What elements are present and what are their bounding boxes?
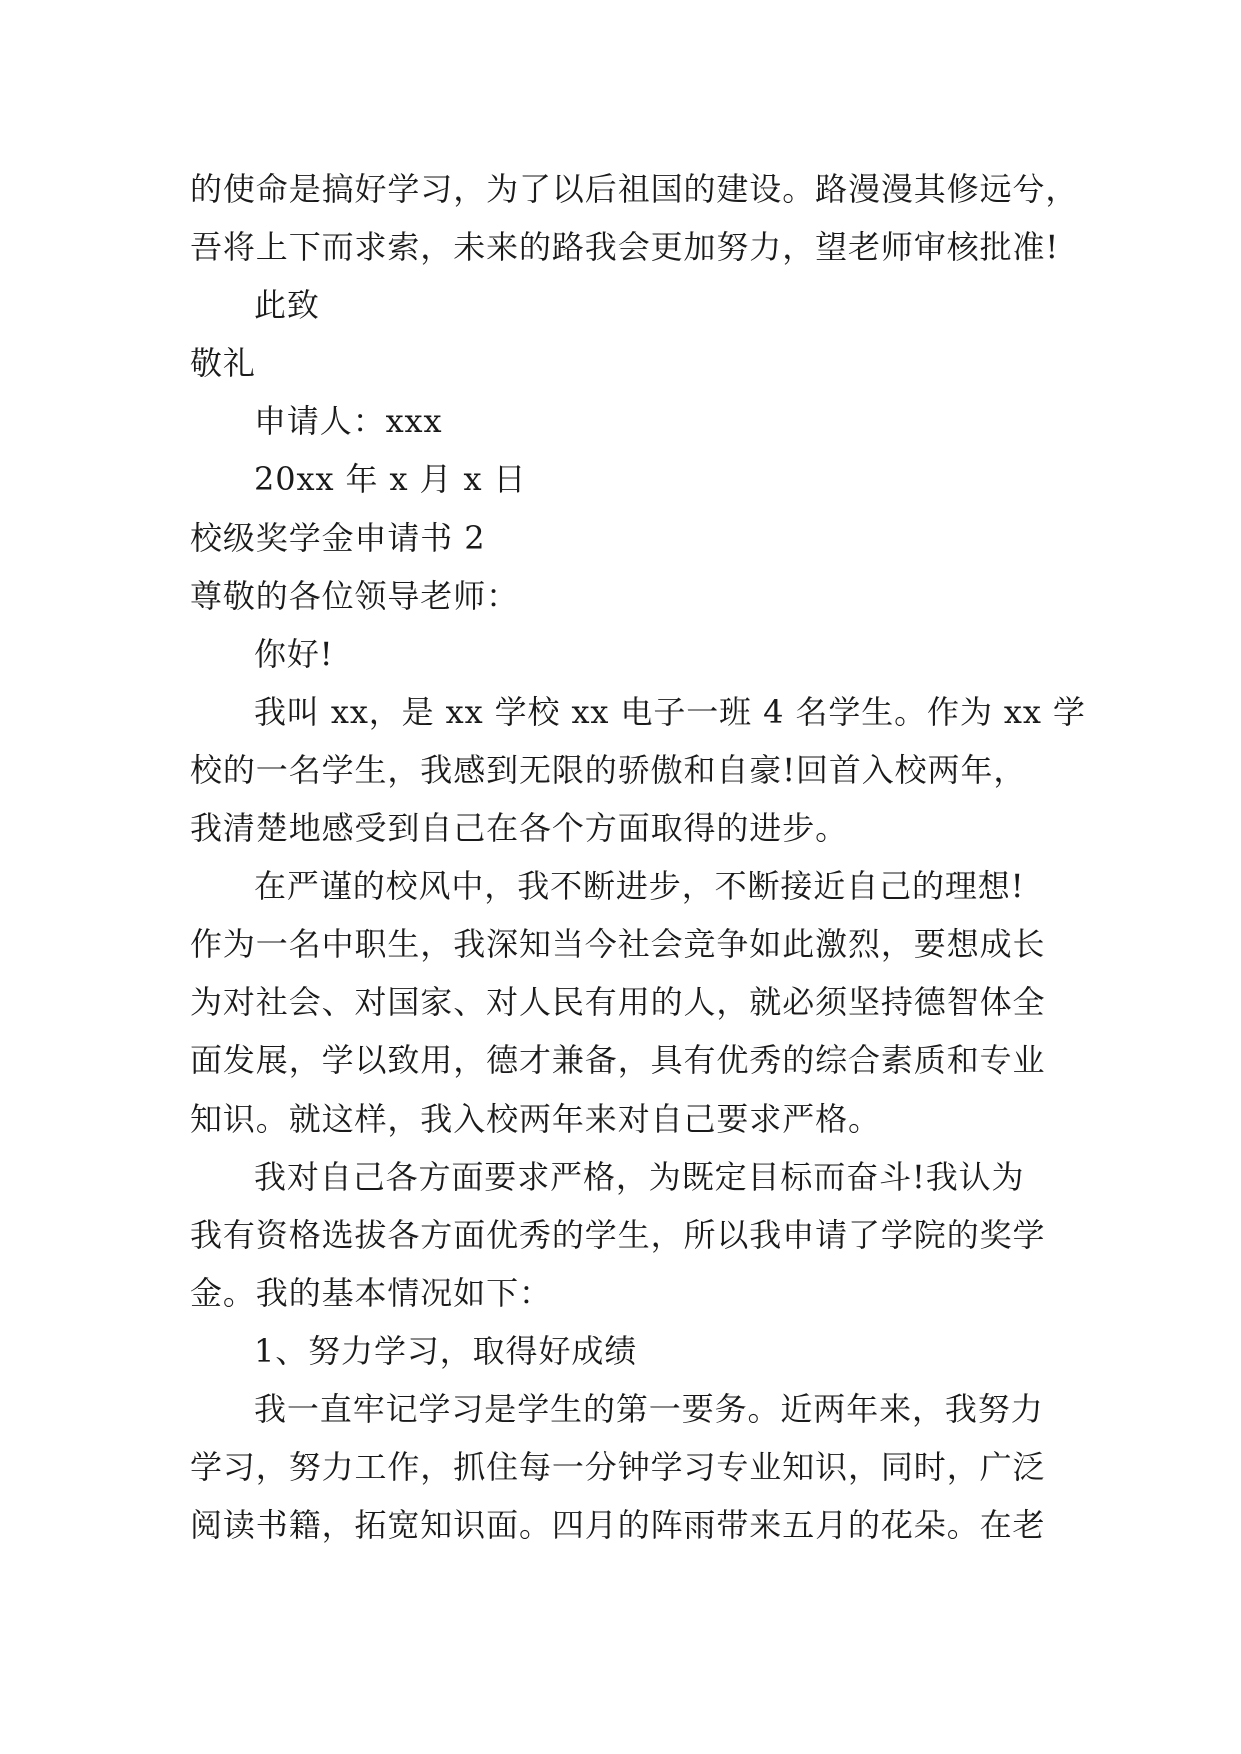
text-line: 的使命是搞好学习，为了以后祖国的建设。路漫漫其修远兮， <box>190 170 1079 208</box>
text-line: 面发展，学以致用，德才兼备，具有优秀的综合素质和专业 <box>190 1041 1046 1080</box>
text-line: 为对社会、对国家、对人民有用的人，就必须坚持德智体全 <box>190 983 1046 1022</box>
text-line: 敬礼 <box>190 344 256 383</box>
text-line: 金。我的基本情况如下： <box>190 1273 552 1312</box>
text-line: 在严谨的校风中，我不断进步，不断接近自己的理想! <box>254 867 1025 906</box>
text-line: 校的一名学生，我感到无限的骄傲和自豪!回首入校两年， <box>190 750 1027 789</box>
text-line: 我对自己各方面要求严格，为既定目标而奋斗!我认为 <box>254 1157 1025 1196</box>
text-line: 申请人：xxx <box>254 402 443 441</box>
text-line: 阅读书籍，拓宽知识面。四月的阵雨带来五月的花朵。在老 <box>190 1506 1046 1545</box>
text-line: 你好! <box>254 634 334 673</box>
text-line: 作为一名中职生，我深知当今社会竞争如此激烈，要想成长 <box>190 925 1046 964</box>
text-line: 知识。就这样，我入校两年来对自己要求严格。 <box>190 1099 881 1138</box>
text-line: 我叫 xx，是 xx 学校 xx 电子一班 4 名学生。作为 xx 学 <box>254 692 1086 731</box>
text-line: 我一直牢记学习是学生的第一要务。近两年来，我努力 <box>254 1389 1044 1428</box>
document-body <box>190 160 1086 1554</box>
text-line: 尊敬的各位领导老师： <box>190 576 520 615</box>
text-line: 吾将上下而求索，未来的路我会更加努力，望老师审核批准! <box>190 228 1060 267</box>
text-line: 此致 <box>254 286 320 325</box>
text-line: 校级奖学金申请书 2 <box>190 518 486 557</box>
text-line: 1、努力学习，取得好成绩 <box>254 1331 638 1370</box>
text-line: 我清楚地感受到自己在各个方面取得的进步。 <box>190 809 849 848</box>
text-line: 20xx 年 x 月 x 日 <box>254 460 527 499</box>
text-line: 学习，努力工作，抓住每一分钟学习专业知识，同时，广泛 <box>190 1448 1046 1487</box>
text-line: 我有资格选拔各方面优秀的学生，所以我申请了学院的奖学 <box>190 1215 1046 1254</box>
